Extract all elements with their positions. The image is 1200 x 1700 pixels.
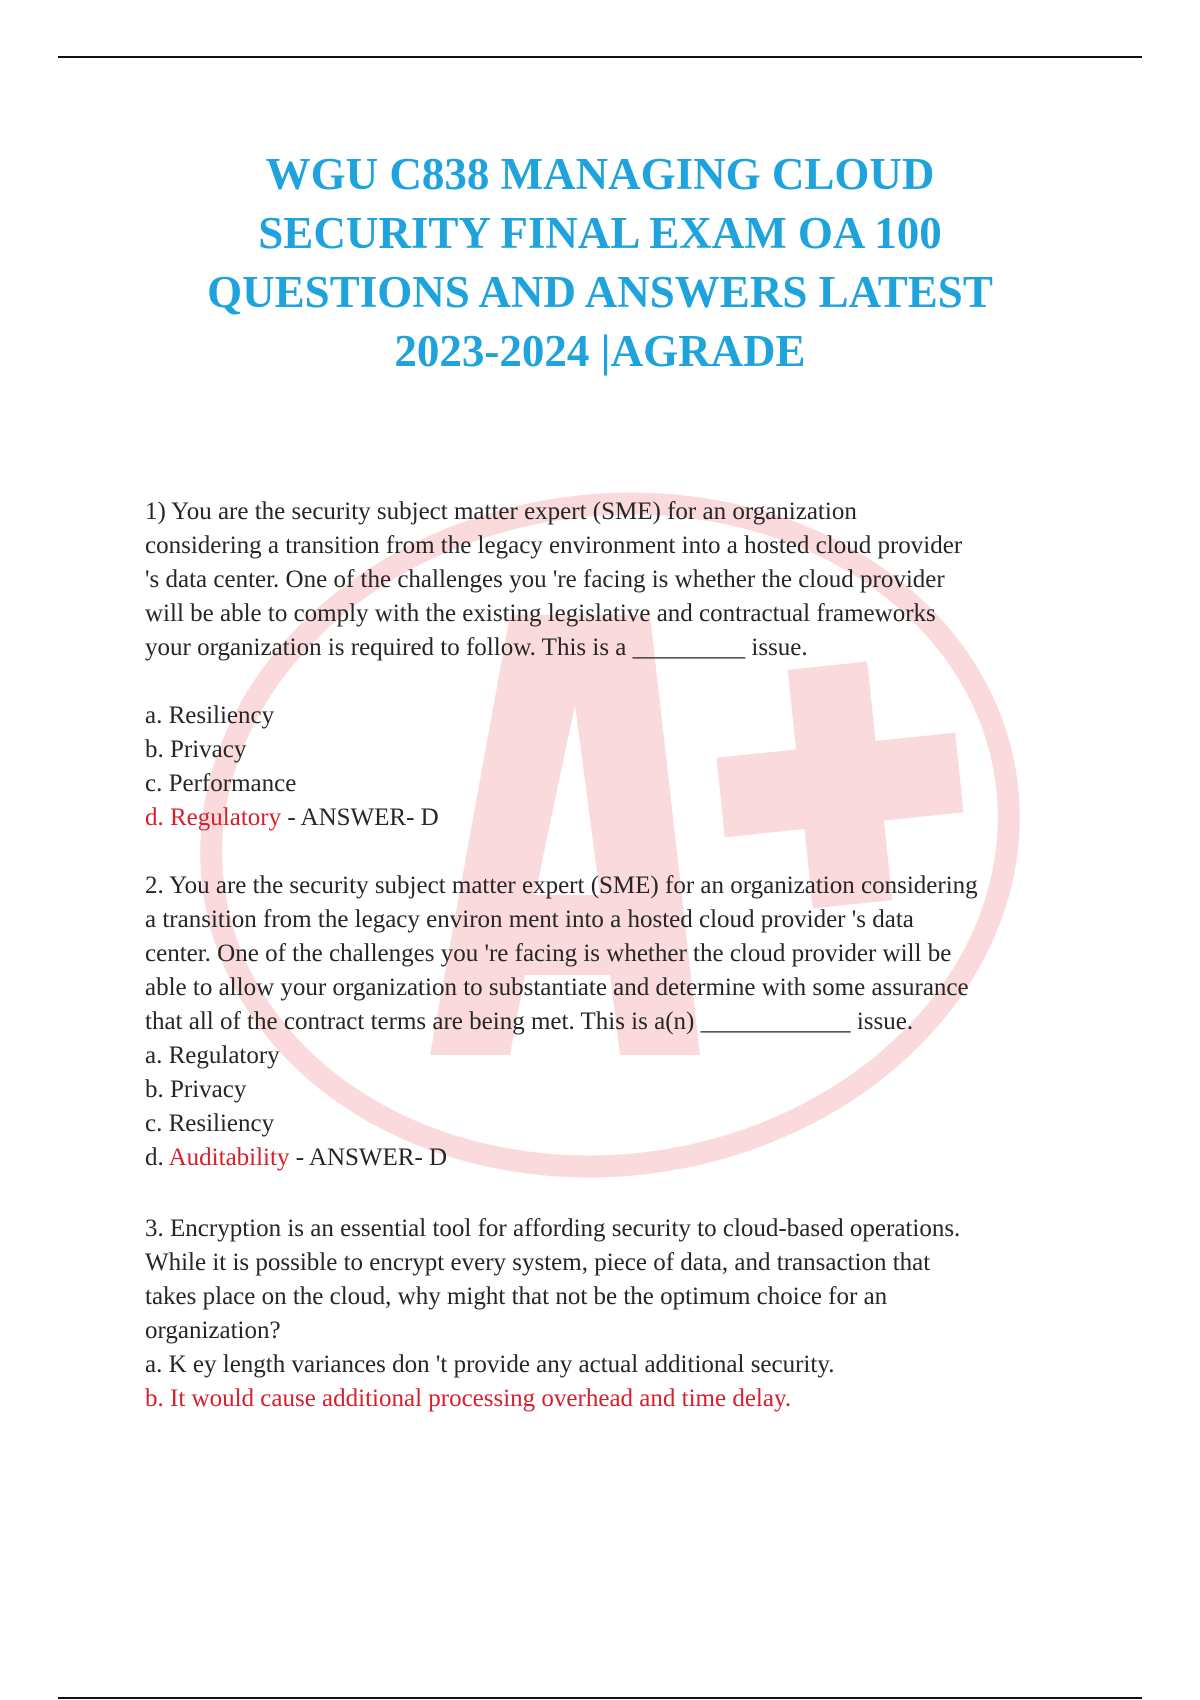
question-1-answer-key: - ANSWER- D: [281, 804, 439, 831]
question-3-answer-option: b. It would cause additional processing overhead and time delay.: [145, 1385, 792, 1412]
question-3-line-4: organization?: [145, 1317, 281, 1344]
question-2-line-4: able to allow your organization to substantiate and determine with some assurance: [145, 974, 969, 1001]
question-3-option-a: a. K ey length variances don 't provide any actual additional security.: [145, 1351, 835, 1378]
question-2-line-2: a transition from the legacy environ ment into a hosted cloud provider 's data: [145, 906, 914, 933]
question-2-answer-line: [145, 1141, 1095, 1175]
question-3: [145, 1212, 1095, 1416]
question-1-answer-line: [145, 801, 1095, 835]
question-1-line-4: will be able to comply with the existing legislative and contractual frameworks: [145, 600, 936, 627]
question-1-line-3: 's data center. One of the challenges you 're facing is whether the cloud provider: [145, 566, 945, 593]
question-1-line-5: your organization is required to follow. This is a _________ issue.: [145, 634, 808, 661]
bottom-rule: [58, 1697, 1142, 1699]
question-2-line-5: that all of the contract terms are being met. This is a(n) ____________ issue.: [145, 1008, 914, 1035]
title-line-1: WGU C838 MANAGING CLOUD: [265, 149, 935, 199]
question-1-line-1: 1) You are the security subject matter expert (SME) for an organization: [145, 498, 857, 525]
top-rule: [58, 56, 1142, 58]
title-line-3: QUESTIONS AND ANSWERS LATEST: [207, 267, 993, 317]
question-3-line-3: takes place on the cloud, why might that not be the optimum choice for an: [145, 1283, 888, 1310]
title-line-2: SECURITY FINAL EXAM OA 100: [258, 208, 942, 258]
question-2-option-b: b. Privacy: [145, 1076, 247, 1103]
question-2-option-a: a. Regulatory: [145, 1042, 280, 1069]
question-1-option-b: b. Privacy: [145, 736, 247, 763]
document-body: [145, 495, 1095, 1416]
question-1-line-2: considering a transition from the legacy environment into a hosted cloud provider: [145, 532, 963, 559]
document-title: [120, 145, 1080, 381]
question-2-answer-prefix: d.: [145, 1144, 169, 1171]
question-2-answer-option: Auditability: [168, 1144, 290, 1171]
question-3-line-2: While it is possible to encrypt every system, piece of data, and transaction that: [145, 1249, 931, 1276]
title-line-4: 2023-2024 |AGRADE: [394, 326, 806, 376]
question-2-option-c: c. Resiliency: [145, 1110, 275, 1137]
question-1-options: [145, 699, 1095, 835]
question-2-answer-key: - ANSWER- D: [289, 1144, 448, 1171]
question-1-option-c: c. Performance: [145, 770, 297, 797]
question-3-line-1: 3. Encryption is an essential tool for affording security to cloud-based operations.: [145, 1215, 961, 1242]
question-2-line-3: center. One of the challenges you 're facing is whether the cloud provider will be: [145, 940, 952, 967]
question-2-line-1: 2. You are the security subject matter expert (SME) for an organization considering: [145, 872, 978, 899]
question-2: [145, 869, 1095, 1175]
question-1-option-a: a. Resiliency: [145, 702, 275, 729]
question-1-answer-option: d. Regulatory: [145, 804, 282, 831]
question-1: [145, 495, 1095, 665]
